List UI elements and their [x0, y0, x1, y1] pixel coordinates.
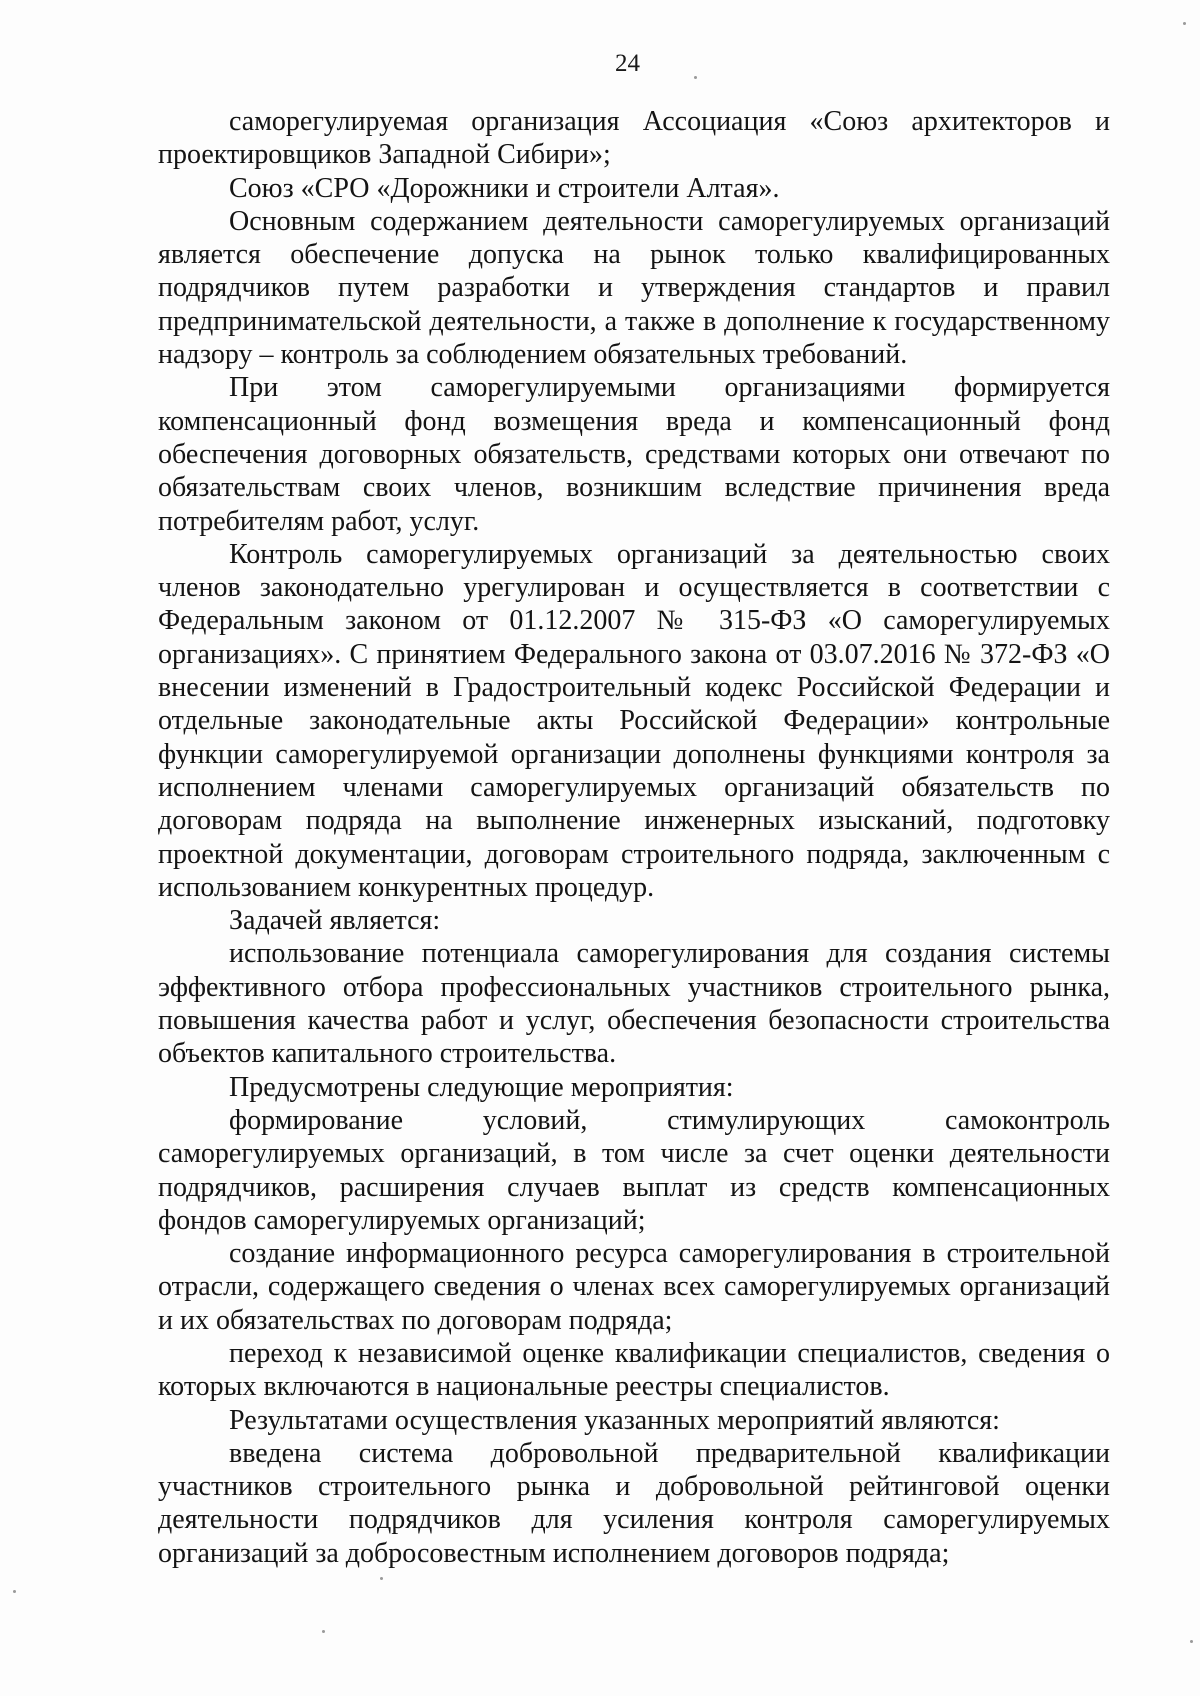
- document-body: [158, 105, 1110, 1570]
- paragraph: Союз «СРО «Дорожники и строители Алтая».: [229, 172, 780, 204]
- paragraph: Результатами осуществления указанных мероприятий являются:: [229, 1404, 1000, 1436]
- paragraph: саморегулируемая организация Ассоциация «Союз архитекторов и проектировщиков Западной Сибири»;: [158, 106, 1110, 171]
- paragraph: создание информационного ресурса саморегулирования в строительной отрасли, содержащего сведения о членах всех саморегулируемых организаций и их обязательствах по договорам подряда;: [158, 1238, 1110, 1336]
- scan-speck: [380, 1577, 383, 1580]
- scan-speck: [694, 76, 697, 79]
- paragraph: Основным содержанием деятельности саморегулируемых организаций является обеспечение допуска на рынок только квалифицированных подрядчиков путем разработки и утверждения стандартов и правил предпринимательской деятельности, а также в дополнение к государственному надзору – контроль за соблюдением обязательных требований.: [158, 205, 1110, 371]
- scan-speck: [322, 1630, 325, 1633]
- scan-speck: [1183, 22, 1186, 25]
- paragraph: использование потенциала саморегулирования для создания системы эффективного отбора профессиональных участников строительного рынка, повышения качества работ и услуг, обеспечения безопасности строительства объектов капитального строительства.: [158, 938, 1110, 1070]
- paragraph: формирование условий, стимулирующих самоконтроль саморегулируемых организаций, в том числе за счет оценки деятельности подрядчиков, расширения случаев выплат из средств компенсационных фондов саморегулируемых организаций;: [158, 1104, 1110, 1236]
- paragraph: переход к независимой оценке квалификации специалистов, сведения о которых включаются в национальные реестры специалистов.: [158, 1337, 1110, 1403]
- paragraph: Контроль саморегулируемых организаций за деятельностью своих членов законодательно урегулирован и осуществляется в соответствии с Федеральным законом от 01.12.2007 № 315-ФЗ «О саморегулируемых организациях». С принятием Федерального закона от 03.07.2016 № 372-ФЗ «О внесении изменений в Градостроительный кодекс Российской Федерации и отдельные законодательные акты Российской Федерации» контрольные функции саморегулируемой организации дополнены функциями контроля за исполнением членами саморегулируемых организаций обязательств по договорам подряда на выполнение инженерных изысканий, подготовку проектной документации, договорам строительного подряда, заключенным с использованием конкурентных процедур.: [158, 538, 1110, 903]
- paragraph: Предусмотрены следующие мероприятия:: [229, 1071, 734, 1103]
- scan-speck: [1190, 1640, 1193, 1643]
- paragraph: При этом саморегулируемыми организациями формируется компенсационный фонд возмещения вреда и компенсационный фонд обеспечения договорных обязательств, средствами которых они отвечают по обязательствам своих членов, возникшим вследствие причинения вреда потребителям работ, услуг.: [158, 372, 1110, 537]
- paragraph: Задачей является:: [229, 905, 441, 937]
- paragraph: введена система добровольной предварительной квалификации участников строительного рынка и добровольной рейтинговой оценки деятельности подрядчиков для усиления контроля саморегулируемых организаций за добросовестным исполнением договоров подряда;: [158, 1437, 1110, 1569]
- scan-speck: [13, 1590, 16, 1593]
- page-number: 24: [615, 50, 640, 77]
